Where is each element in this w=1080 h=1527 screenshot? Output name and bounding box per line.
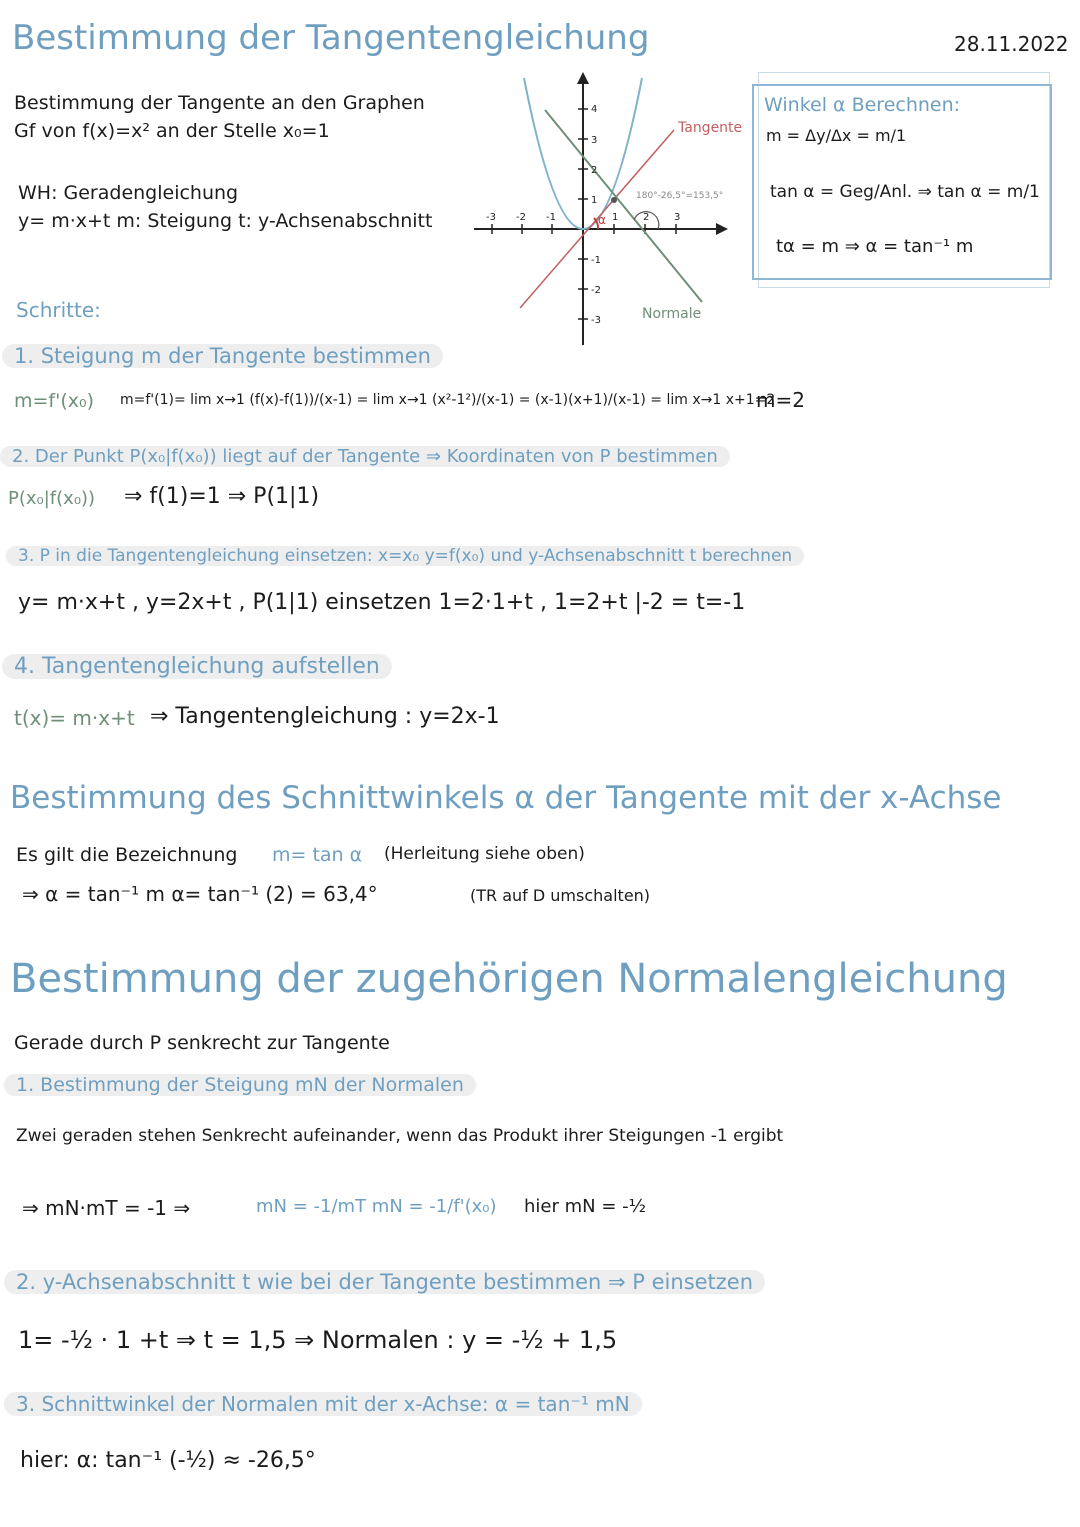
step-3-formula: y= m·x+t , y=2x+t , P(1|1) einsetzen 1=2·1+t , 1=2+t |-2 = t=-1 xyxy=(18,590,746,615)
step-2-formula: ⇒ f(1)=1 ⇒ P(1|1) xyxy=(124,484,320,509)
section-3-formula-3: hier: α: tan⁻¹ (-½) ≈ -26,5° xyxy=(20,1448,316,1473)
alpha-label: α xyxy=(598,213,606,227)
box-line-3: tα = m ⇒ α = tan⁻¹ m xyxy=(776,236,974,257)
section-3-text-1: Zwei geraden stehen Senkrecht aufeinander, wenn das Produkt ihrer Steigungen -1 ergibt xyxy=(16,1126,784,1146)
section-2-line-1c: (Herleitung siehe oben) xyxy=(384,844,585,864)
function-graph xyxy=(470,70,750,350)
section-3-title: Bestimmung der zugehörigen Normalengleichung xyxy=(10,956,1008,1002)
steps-heading: Schritte: xyxy=(16,298,101,322)
x-axis-arrow xyxy=(716,223,728,235)
step-1-result: m=2 xyxy=(756,388,805,412)
y-tick-label: -1 xyxy=(591,255,601,266)
y-tick-label: 2 xyxy=(591,165,598,176)
step-1-heading: 1. Steigung m der Tangente bestimmen xyxy=(2,344,443,368)
y-axis-arrow xyxy=(577,72,589,84)
angle-note: 180°-26,5°=153,5° xyxy=(636,191,724,201)
box-line-1: m = Δy/Δx = m/1 xyxy=(766,126,907,145)
x-tick-label: -3 xyxy=(486,212,496,223)
x-tick-label: 3 xyxy=(674,212,681,223)
section-3-formula-1a: ⇒ mN·mT = -1 ⇒ xyxy=(22,1196,191,1220)
step-2-heading: 2. Der Punkt P(x₀|f(x₀)) liegt auf der Tangente ⇒ Koordinaten von P bestimmen xyxy=(0,446,730,467)
x-tick-label: 2 xyxy=(643,212,650,223)
step-1-formula: m=f'(1)= lim x→1 (f(x)-f(1))/(x-1) = lim x→1 (x²-1²)/(x-1) = (x-1)(x+1)/(x-1) = lim x→1 x+1=2 xyxy=(120,392,776,408)
step-2-formula-green: P(x₀|f(x₀)) xyxy=(8,488,96,509)
section-2-line-1a: Es gilt die Bezeichnung xyxy=(16,844,238,866)
angle-box xyxy=(752,84,1052,280)
y-tick-label: 4 xyxy=(591,104,598,115)
section-2-line-2: ⇒ α = tan⁻¹ m α= tan⁻¹ (2) = 63,4° xyxy=(22,882,378,906)
step-1-formula-green: m=f'(x₀) xyxy=(14,390,95,412)
normal-label: Normale xyxy=(642,306,702,322)
section-2-line-2b: (TR auf D umschalten) xyxy=(470,886,651,905)
box-line-2: tan α = Geg/Anl. ⇒ tan α = m/1 xyxy=(770,182,1040,202)
tangent-label: Tangente xyxy=(678,120,743,136)
step-4-formula-green: t(x)= m·x+t xyxy=(14,706,135,730)
date: 28.11.2022 xyxy=(954,32,1069,56)
section-3-step-1-heading: 1. Bestimmung der Steigung mN der Normalen xyxy=(4,1074,476,1096)
y-tick-label: -2 xyxy=(591,285,601,296)
y-tick-label: 1 xyxy=(591,195,598,206)
x-tick-label: -1 xyxy=(546,212,556,223)
step-4-heading: 4. Tangentengleichung aufstellen xyxy=(2,654,392,679)
section-2-line-1b: m= tan α xyxy=(272,844,363,866)
step-3-heading: 3. P in die Tangentengleichung einsetzen: x=x₀ y=f(x₀) und y-Achsenabschnitt t berechnen xyxy=(6,546,804,566)
y-tick-label: 3 xyxy=(591,135,598,146)
intro-line-2: Gf von f(x)=x² an der Stelle x₀=1 xyxy=(14,120,330,142)
section-2-title: Bestimmung des Schnittwinkels α der Tangente mit der x-Achse xyxy=(10,780,1002,816)
section-3-step-2-heading: 2. y-Achsenabschnitt t wie bei der Tangente bestimmen ⇒ P einsetzen xyxy=(4,1270,765,1294)
section-3-formula-2: 1= -½ · 1 +t ⇒ t = 1,5 ⇒ Normalen : y = -½ + 1,5 xyxy=(18,1326,618,1354)
step-4-formula: ⇒ Tangentengleichung : y=2x-1 xyxy=(150,704,500,729)
intro-line-1: Bestimmung der Tangente an den Graphen xyxy=(14,92,425,114)
x-tick-label: 1 xyxy=(612,212,619,223)
page-title: Bestimmung der Tangentengleichung xyxy=(12,18,650,58)
intro-wh: WH: Geradengleichung xyxy=(18,182,239,204)
section-3-formula-1b: mN = -1/mT mN = -1/f'(x₀) xyxy=(256,1196,497,1217)
box-title: Winkel α Berechnen: xyxy=(764,94,961,116)
normal-line xyxy=(545,110,702,302)
point-p xyxy=(611,197,617,203)
section-3-formula-1c: hier mN = -½ xyxy=(524,1196,647,1217)
section-3-step-3-heading: 3. Schnittwinkel der Normalen mit der x-Achse: α = tan⁻¹ mN xyxy=(4,1392,642,1416)
x-tick-label: -2 xyxy=(516,212,526,223)
intro-equation: y= m·x+t m: Steigung t: y-Achsenabschnitt xyxy=(18,210,433,232)
section-3-line-1: Gerade durch P senkrecht zur Tangente xyxy=(14,1032,390,1054)
y-tick-label: -3 xyxy=(591,315,601,326)
